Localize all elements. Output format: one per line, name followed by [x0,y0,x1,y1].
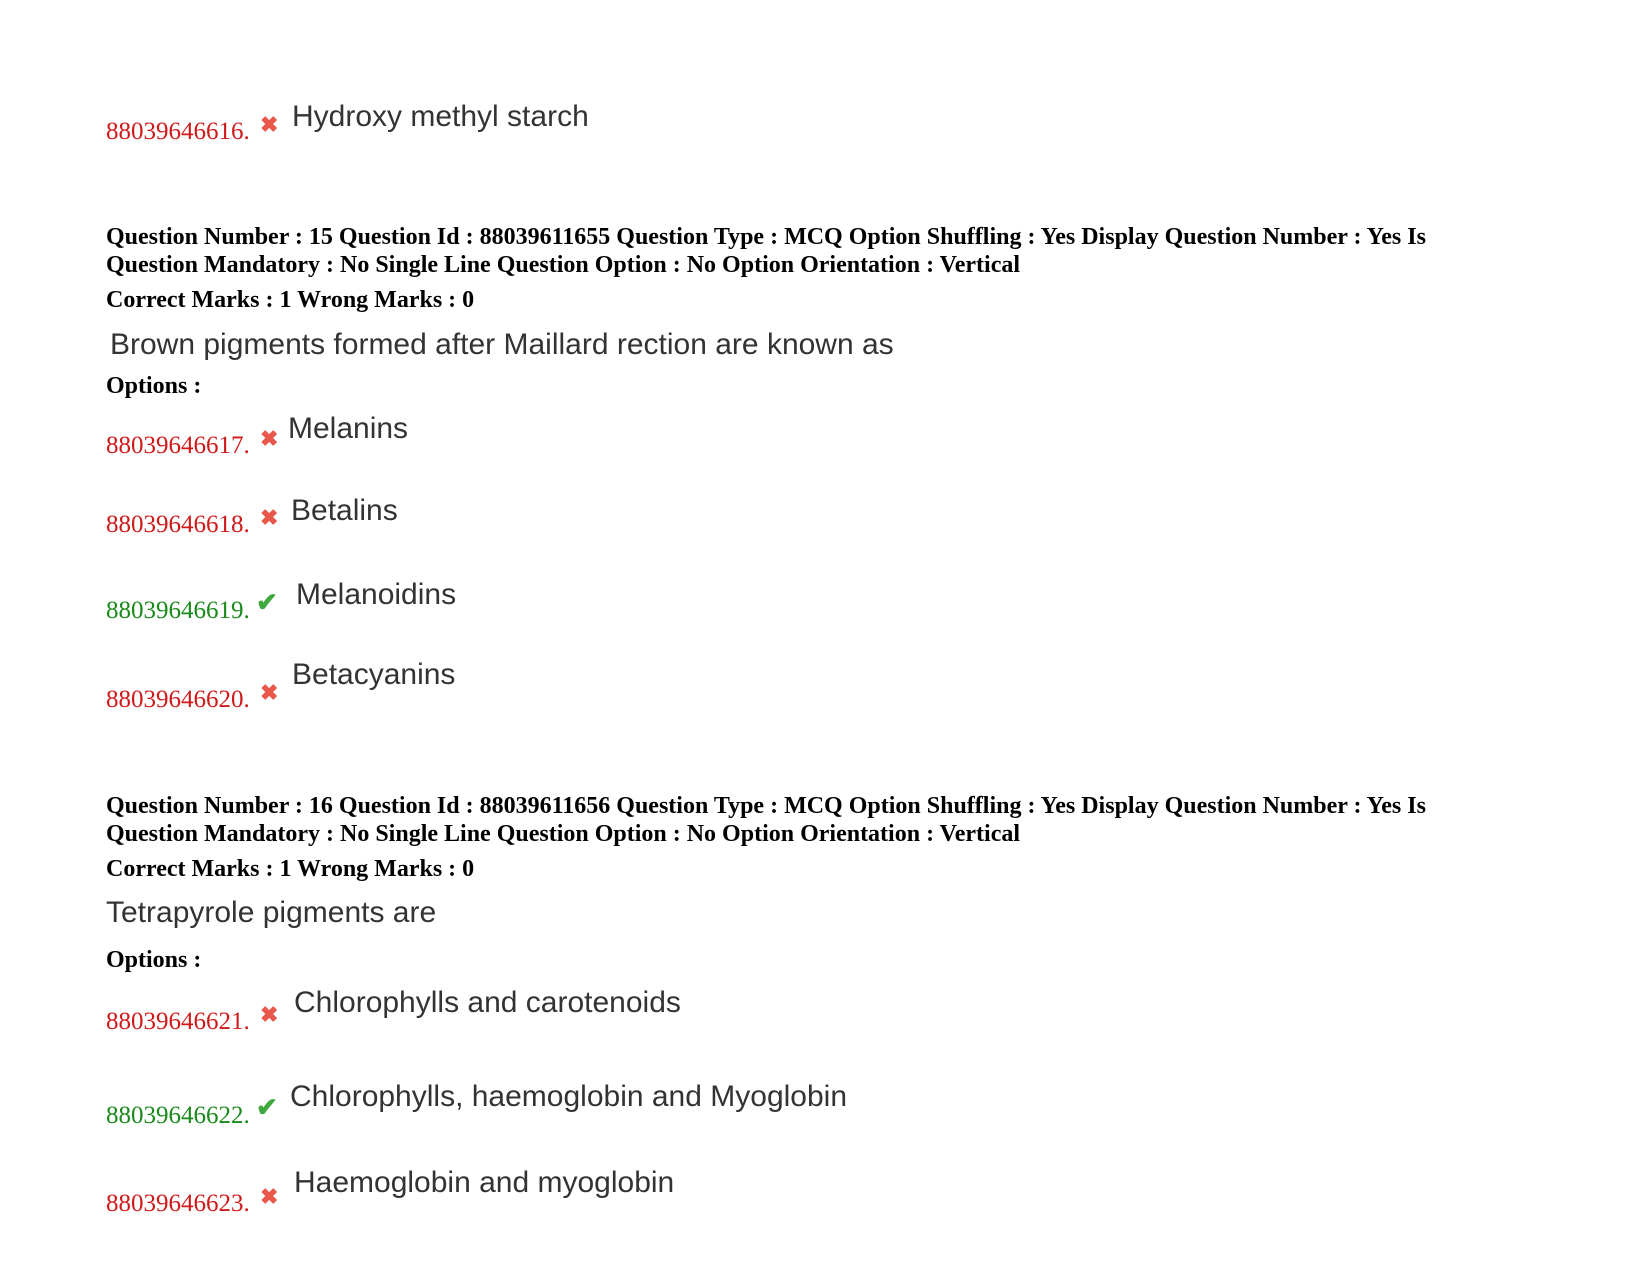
checkmark-icon: ✔ [256,588,278,617]
option-row [106,1166,1106,1226]
option-id: 88039646622. [106,1102,250,1129]
marks-info: Correct Marks : 1 Wrong Marks : 0 [106,287,475,313]
option-text: Betalins [291,494,398,527]
question-meta [106,792,1546,848]
question-meta-line1: Question Number : 16 Question Id : 88039611656 Question Type : MCQ Option Shuffling : Yes Display Question Number : Yes Is [106,793,1426,819]
question-meta-line2: Question Mandatory : No Single Line Question Option : No Option Orientation : Vertical [106,252,1021,278]
option-text: Hydroxy methyl starch [292,100,589,133]
question-meta-line1: Question Number : 15 Question Id : 88039611655 Question Type : MCQ Option Shuffling : Yes Display Question Number : Yes Is [106,224,1426,250]
option-id: 88039646618. [106,511,250,538]
option-row [106,412,1106,472]
option-id: 88039646616. [106,118,250,145]
option-text: Betacyanins [292,658,456,691]
question-text: Brown pigments formed after Maillard rection are known as [110,328,894,361]
option-id: 88039646621. [106,1008,250,1035]
cross-icon: ✖ [260,680,279,705]
option-row [106,494,1106,554]
options-label: Options : [106,373,202,399]
question-meta-line2: Question Mandatory : No Single Line Question Option : No Option Orientation : Vertical [106,821,1021,847]
question-text: Tetrapyrole pigments are [106,896,437,929]
cross-icon: ✖ [260,112,279,137]
options-label: Options : [106,947,202,973]
cross-icon: ✖ [260,1002,279,1027]
marks-info: Correct Marks : 1 Wrong Marks : 0 [106,856,475,882]
option-text: Melanins [288,412,409,445]
option-text: Chlorophylls and carotenoids [294,986,681,1019]
option-row [106,986,1106,1046]
option-row [106,1080,1106,1140]
checkmark-icon: ✔ [256,1093,278,1122]
option-row [106,578,1106,638]
cross-icon: ✖ [260,426,279,451]
cross-icon: ✖ [260,1184,279,1209]
option-row [106,658,1106,718]
option-id: 88039646617. [106,432,250,459]
option-text: Chlorophylls, haemoglobin and Myoglobin [290,1080,848,1113]
option-id: 88039646619. [106,597,250,624]
option-id: 88039646623. [106,1190,250,1217]
question-meta [106,223,1546,279]
option-row [106,100,1106,160]
cross-icon: ✖ [260,505,279,530]
option-text: Haemoglobin and myoglobin [294,1166,675,1199]
option-id: 88039646620. [106,686,250,713]
option-text: Melanoidins [296,578,457,611]
